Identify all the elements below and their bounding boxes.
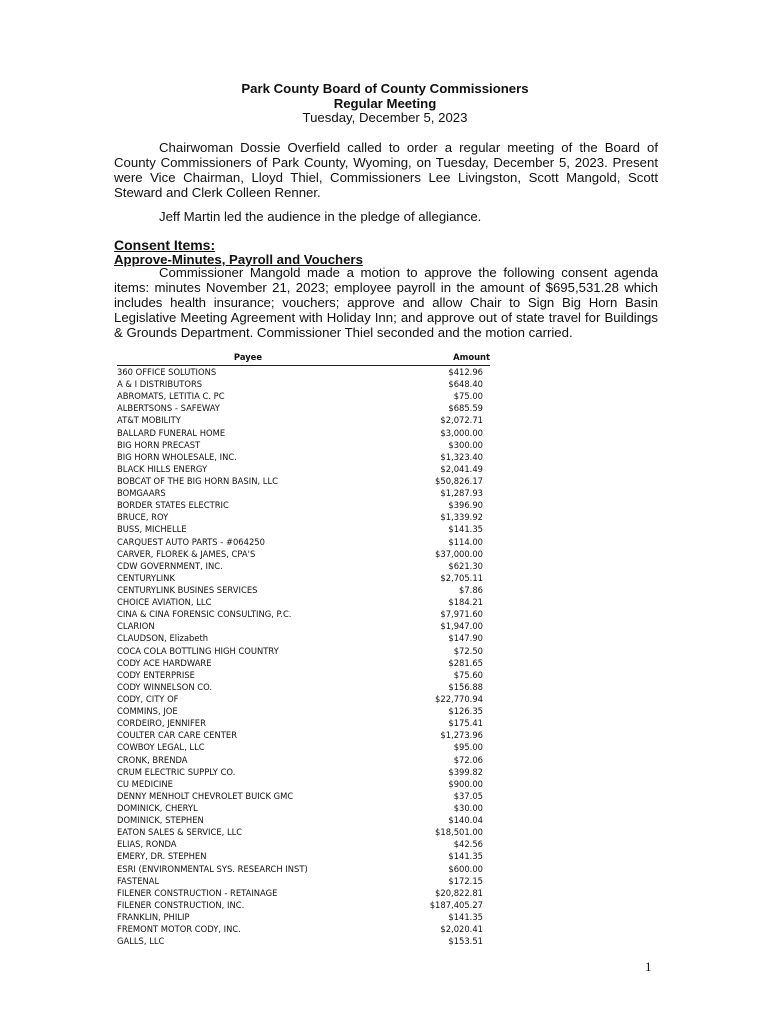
amount-cell: $300.00 [448,439,483,450]
payee-cell: CODY, CITY OF [117,694,179,704]
amount-cell: $175.41 [448,718,483,729]
payee-cell: FRANKLIN, PHILIP [117,911,190,922]
payee-cell: CODY ACE HARDWARE [117,657,212,668]
payee-cell: AT&T MOBILITY [117,415,181,426]
payee-cell: CHOICE AVIATION, LLC [117,597,212,608]
amount-cell: $95.00 [453,742,483,753]
payee-cell: FASTENAL [117,875,160,886]
table-row [117,414,490,426]
payee-cell: CENTURYLINK [117,572,175,583]
payee-cell: ALBERTSONS - SAFEWAY [117,403,220,414]
payee-cell: BLACK HILLS ENERGY [117,463,208,474]
table-row [117,499,490,511]
payee-cell: FILENER CONSTRUCTION, INC. [117,899,245,910]
amount-cell: $1,287.93 [440,488,483,499]
table-row [117,632,490,644]
amount-cell: $1,273.96 [440,730,483,741]
table-row [117,826,490,838]
table-row [117,439,490,451]
amount-cell: $2,041.49 [440,463,483,474]
amount-cell: $2,705.11 [440,572,483,583]
payee-cell: CRUM ELECTRIC SUPPLY CO. [117,766,236,777]
payee-cell: EATON SALES & SERVICE, LLC [117,827,243,838]
amount-cell: $2,020.41 [440,924,483,935]
table-row [117,487,490,499]
table-row [117,875,490,887]
amount-cell: $75.60 [453,669,483,680]
amount-cell: $18,501.00 [435,827,483,838]
amount-cell: $7.86 [459,585,483,596]
amount-cell: $399.82 [448,766,483,777]
table-row [117,511,490,523]
payee-cell: GALLS, LLC [117,936,165,947]
table-row [117,560,490,572]
amount-cell: $621.30 [448,560,483,571]
payee-cell: CENTURYLINK BUSINES SERVICES [117,585,258,596]
amount-cell: $396.90 [448,500,483,511]
table-row [117,463,490,475]
payee-cell: BIG HORN WHOLESALE, INC. [117,451,237,462]
call-to-order-paragraph: Chairwoman Dossie Overfield called to order a regular meeting of the Board of County Commissioners of Park County, Wyoming, on Tuesday, December 5, 2023. Present were Vice Chairman, Lloyd Thiel, Commissioners Lee Livingston, Scott Mangold, Scott Steward and Clerk Colleen Renner. [114,140,658,200]
amount-cell: $141.35 [448,851,483,862]
table-row [117,850,490,862]
amount-cell: $22,770.94 [435,694,483,704]
table-row [117,838,490,850]
consent-motion-paragraph: Commissioner Mangold made a motion to approve the following consent agenda items: minutes November 21, 2023; employee payroll in the amount of $695,531.28 which includes health insurance; vouchers; approve and allow Chair to Sign Big Horn Basin Legislative Meeting Agreement with Holiday Inn; and approve out of state travel for Buildings & Grounds Department. Commissioner Thiel seconded and the motion carried. [114,265,658,340]
payee-cell: BRUCE, ROY [117,512,169,523]
amount-cell: $600.00 [448,863,483,874]
amount-cell: $648.40 [448,379,483,390]
page-number: 1 [645,959,652,974]
meeting-date: Tuesday, December 5, 2023 [302,110,468,126]
amount-cell: $114.00 [448,536,483,547]
amount-cell: $1,947.00 [440,621,483,632]
payee-cell: CDW GOVERNMENT, INC. [117,560,223,571]
table-row [117,923,490,935]
payee-cell: CORDEIRO, JENNIFER [117,718,206,729]
amount-cell: $37.05 [453,790,483,801]
amount-cell: $72.06 [453,754,483,765]
approve-minutes-heading: Approve-Minutes, Payroll and Vouchers [114,252,363,267]
table-row [117,475,490,487]
table-row [117,717,490,729]
amount-cell: $685.59 [448,403,483,414]
amount-cell: $140.04 [448,815,483,826]
table-row [117,790,490,802]
document-header [0,82,770,126]
payee-cell: BOBCAT OF THE BIG HORN BASIN, LLC [117,476,278,487]
table-row [117,766,490,778]
amount-cell: $37,000.00 [435,548,483,559]
table-row [117,741,490,753]
table-row [117,427,490,439]
table-row [117,548,490,560]
payee-cell: FREMONT MOTOR CODY, INC. [117,924,241,935]
amount-cell: $126.35 [448,706,483,717]
payee-column-header: Payee [233,352,263,362]
payee-cell: CARQUEST AUTO PARTS - #064250 [117,536,265,547]
table-row [117,584,490,596]
table-row [117,523,490,535]
table-header [117,352,490,366]
table-row [117,705,490,717]
payee-cell: ELIAS, RONDA [117,839,177,850]
payee-cell: BUSS, MICHELLE [117,524,187,535]
table-row [117,572,490,584]
amount-cell: $187,405.27 [429,899,483,910]
amount-cell: $147.90 [448,633,483,644]
amount-cell: $2,072.71 [440,415,483,426]
amount-cell: $20,822.81 [435,887,483,898]
table-row [117,887,490,899]
payee-cell: CINA & CINA FORENSIC CONSULTING, P.C. [117,609,292,620]
payee-cell: EMERY, DR. STEPHEN [117,851,207,862]
amount-cell: $3,000.00 [440,427,483,438]
amount-cell: $184.21 [448,597,483,608]
table-row [117,378,490,390]
table-row [117,935,490,947]
table-row [117,899,490,911]
amount-cell: $7,971.60 [440,609,483,620]
amount-cell: $153.51 [448,936,483,947]
amount-cell: $75.00 [453,391,483,402]
table-row [117,862,490,874]
table-row [117,681,490,693]
payee-cell: COWBOY LEGAL, LLC [117,742,205,753]
table-row [117,693,490,705]
payee-cell: FILENER CONSTRUCTION - RETAINAGE [117,887,278,898]
payee-cell: COCA COLA BOTTLING HIGH COUNTRY [117,645,279,656]
pledge-paragraph: Jeff Martin led the audience in the pledge of allegiance. [159,209,482,224]
amount-cell: $50,826.17 [435,476,483,487]
payee-cell: CARVER, FLOREK & JAMES, CPA'S [117,548,256,559]
amount-cell: $156.88 [448,681,483,692]
table-body [117,366,490,947]
payee-cell: CLAUDSON, Elizabeth [117,633,209,644]
amount-cell: $900.00 [448,778,483,789]
table-row [117,620,490,632]
table-row [117,608,490,620]
document-title: Park County Board of County Commissioners [241,81,529,96]
table-row [117,814,490,826]
payee-cell: CODY ENTERPRISE [117,669,195,680]
amount-cell: $412.96 [448,367,483,378]
table-row [117,536,490,548]
table-row [117,729,490,741]
table-row [117,451,490,463]
amount-cell: $1,339.92 [440,512,483,523]
vouchers-table [117,352,490,947]
amount-cell: $1,323.40 [440,451,483,462]
table-row [117,754,490,766]
payee-cell: 360 OFFICE SOLUTIONS [117,367,217,378]
table-row [117,366,490,378]
payee-cell: COULTER CAR CARE CENTER [117,730,238,741]
consent-items-heading: Consent Items: [114,237,216,253]
payee-cell: DOMINICK, CHERYL [117,802,198,813]
table-row [117,778,490,790]
table-row [117,402,490,414]
payee-cell: BOMGAARS [117,488,166,499]
amount-cell: $141.35 [448,911,483,922]
amount-cell: $72.50 [453,645,483,656]
table-row [117,596,490,608]
payee-cell: CLARION [117,621,155,632]
payee-cell: DENNY MENHOLT CHEVROLET BUICK GMC [117,790,294,801]
amount-cell: $281.65 [448,657,483,668]
payee-cell: CODY WINNELSON CO. [117,681,213,692]
payee-cell: BORDER STATES ELECTRIC [117,500,229,511]
payee-cell: A & I DISTRIBUTORS [117,379,203,390]
amount-cell: $141.35 [448,524,483,535]
meeting-type: Regular Meeting [333,95,437,111]
amount-cell: $30.00 [453,802,483,813]
payee-cell: BIG HORN PRECAST [117,439,201,450]
table-row [117,657,490,669]
table-row [117,645,490,657]
payee-cell: CU MEDICINE [117,778,173,789]
amount-cell: $172.15 [448,875,483,886]
table-row [117,911,490,923]
amount-column-header: Amount [453,352,490,362]
table-row [117,390,490,402]
payee-cell: CRONK, BRENDA [117,754,188,765]
payee-cell: DOMINICK, STEPHEN [117,815,204,826]
table-row [117,802,490,814]
payee-cell: BALLARD FUNERAL HOME [117,427,226,438]
payee-cell: COMMINS, JOE [117,706,178,717]
table-row [117,669,490,681]
payee-cell: ABROMATS, LETITIA C. PC [117,391,225,402]
amount-cell: $42.56 [453,839,483,850]
payee-cell: ESRI (ENVIRONMENTAL SYS. RESEARCH INST) [117,863,308,874]
